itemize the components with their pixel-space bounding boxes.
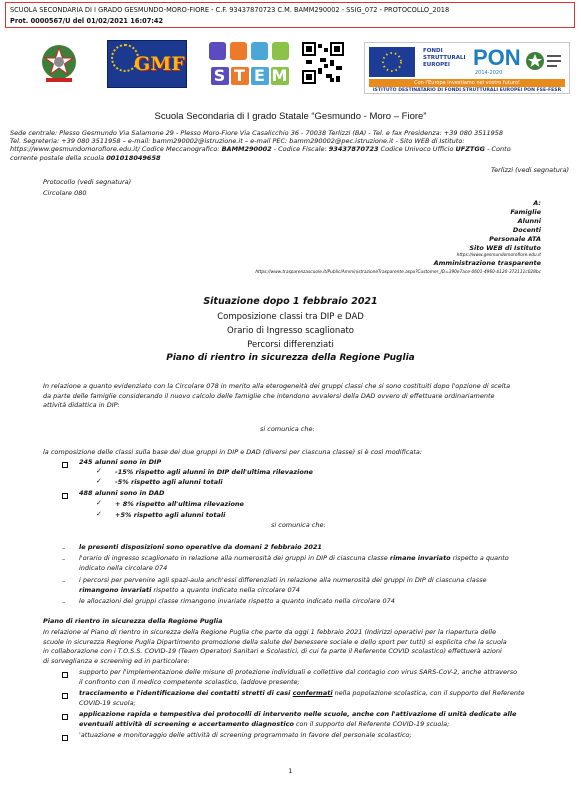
- piano-bullet-emphasis: tracciamento e l'identificazione dei contatti stretti di casi: [79, 689, 293, 697]
- check-icon: ✓: [96, 510, 102, 518]
- stem-letter: E: [251, 67, 269, 85]
- protocol-stamp: [5, 2, 575, 28]
- check-icon: ✓: [96, 477, 102, 485]
- recipient: Docenti: [512, 226, 541, 234]
- subtitle: Composizione classi tra DIP e DAD: [217, 312, 364, 322]
- si-comunica-1: si comunica che:: [260, 425, 315, 433]
- dash-bullet: –: [62, 577, 66, 585]
- subtitle-plan: Piano di rientro in sicurezza della Regione Puglia: [166, 353, 415, 363]
- dash-bullet: –: [62, 598, 66, 606]
- address-text: - Conto: [485, 145, 511, 154]
- site-url-link[interactable]: https://www.gesmundomorofiore.edu.it: [456, 253, 541, 258]
- stem-logo: [208, 40, 291, 88]
- dip-heading: 245 alunni sono in DIP: [79, 458, 162, 466]
- subtitle: Orario di Ingresso scaglionato: [227, 326, 354, 336]
- disposition-text: rispetto a quanto: [450, 554, 509, 562]
- piano-bullet-text: il confronto con il medico competente scolastico, laddove presente;: [79, 677, 300, 686]
- piano-bullet-emphasis: eventuali attività di screening e accertamento diagnostico: [79, 719, 294, 728]
- disposition-4: le allocazioni dei gruppi classe rimangono invariate rispetto a quanto indicato nella circolare 074: [79, 597, 395, 605]
- piano-bullet-underline: confermati: [292, 689, 333, 697]
- dip-item: -5% rispetto agli alunni totali: [115, 478, 223, 486]
- si-comunica-2: si comunica che:: [271, 521, 326, 529]
- univoco-code: UFZTGG: [455, 145, 486, 154]
- recipient: Alunni: [517, 217, 541, 225]
- postal-account: 001018049658: [106, 153, 161, 162]
- piano-heading: Piano di rientro in sicurezza della Regione Puglia: [43, 617, 223, 625]
- piano-bullet-3: [79, 710, 559, 729]
- square-bullet-icon: [62, 672, 68, 678]
- recipients-block: [434, 199, 541, 268]
- piano-line: in collaborazione con i T.O.S.S. COVID-19 (Team Operatori Sanitari e Scolastici, di cui fa parte il Referente COVID scolastico) effettuerà azioni: [43, 647, 502, 655]
- piano-bullet-4: 'attuazione e monitoraggio delle attività di screening programmato in favore del personale scolastico;: [79, 731, 412, 739]
- circular-number: Circolare 080: [43, 189, 87, 197]
- disposition-emphasis: rimane invariato: [389, 554, 451, 562]
- intro-line: attività didattica in DIP:: [43, 401, 120, 409]
- disposition-emphasis: rimangono invariati: [79, 585, 152, 594]
- piano-bullet-text: supporto per l'implementazione delle misure di protezione individuali e collettive dal contagio con virus SARS-CoV-2, anche attraverso: [79, 668, 518, 676]
- pi-icon: [272, 42, 289, 60]
- piano-bullet-text: nella popolazione scolastica, con il supporto del Referente: [332, 689, 525, 697]
- disposition-text: i percorsi per pervenire agli spazi-aula anch'essi differenziati in relazione alla numerosità dei gruppi in DIP di ciascuna classe: [79, 576, 487, 584]
- subtitle: Percorsi differenziati: [247, 340, 334, 350]
- ministry-emblem-icon: [523, 49, 563, 73]
- piano-line: di sorveglianza e screening ed in particolare:: [43, 656, 190, 665]
- pon-fondi-label: FONDI STRUTTURALI EUROPEI: [423, 48, 466, 68]
- disposition-text: rispetto a quanto indicato nella circolare 074: [151, 585, 300, 594]
- square-bullet-icon: [62, 714, 68, 720]
- piano-bullet-1: [79, 668, 559, 687]
- school-name: Scuola Secondaria di I grado Statale “Gesmundo - Moro – Fiore”: [154, 111, 427, 122]
- intro-paragraph: [43, 382, 553, 411]
- disposition-3: [79, 576, 559, 595]
- dad-item: + 8% rispetto all'ultima rilevazione: [115, 500, 244, 508]
- check-icon: ✓: [96, 499, 102, 507]
- italian-republic-emblem-icon: [40, 42, 78, 84]
- page-number: 1: [288, 767, 293, 775]
- address-text: https://www.gesmundomorofiore.edu.it/ Codice Meccanografico:: [10, 145, 222, 154]
- pon-footer: ISTITUTO DESTINATARIO DI FONDI STRUTTURALI EUROPEI PON FSE-FESR: [372, 88, 562, 93]
- pon-banner: [364, 42, 570, 94]
- intro-line: In relazione a quanto evidenziato con la Circolare 078 in merito alla eterogeneità dei gruppi classi che si sono costituiti dopo l'opzione di scelta: [43, 382, 511, 390]
- meccanografico-code: BAMM290002: [221, 145, 272, 154]
- recipients-prefix: A:: [533, 199, 541, 207]
- address-block: [10, 129, 570, 162]
- protocol-ref: Protocollo (vedi segnatura): [43, 178, 132, 186]
- gmf-logo-text: GMF: [134, 53, 185, 75]
- dad-heading: 488 alunni sono in DAD: [79, 489, 165, 497]
- flask-icon: [251, 42, 268, 60]
- square-bullet-icon: [62, 693, 68, 699]
- gmf-school-logo: [107, 40, 187, 88]
- recipient: Personale ATA: [489, 235, 541, 243]
- composition-line: la composizione delle classi sulla base dei due gruppi in DIP e DAD (diversi per ciascuna classe) si è così modificata:: [43, 448, 423, 456]
- piano-bullet-2: [79, 689, 559, 708]
- stem-letter: T: [231, 67, 249, 85]
- eu-flag-icon: [369, 47, 415, 77]
- address-line-3: [10, 145, 570, 153]
- address-text: corrente postale della scuola: [10, 153, 107, 162]
- piano-bullet-text: con il supporto del Referente COVID-19 scuola;: [293, 719, 450, 728]
- dip-item: -15% rispetto agli alunni in DIP dell'ultima rilevazione: [115, 468, 313, 476]
- address-line-2: Tel. Segreteria: +39 080 3511958 – e-mail: bamm290002@istruzione.it – e-mail PEC: bamm290002@pec.istruzione.it - Sito WEB di Istituto:: [10, 137, 465, 146]
- recipient: Sito WEB di Istituto: [469, 244, 541, 252]
- disposition-text: l'orario di ingresso scaglionato in relazione alla numerosità dei gruppi in DIP di ciascuna classe: [79, 554, 390, 562]
- dad-item: +5% rispetto agli alunni totali: [115, 511, 226, 519]
- pon-label: PON: [473, 45, 521, 70]
- disposition-text: indicato nella circolare 074: [79, 563, 168, 572]
- check-icon: ✓: [96, 467, 102, 475]
- piano-line: In relazione al Piano di rientro in sicurezza della Regione Puglia che parte da oggi 1 febbraio 2021 (Indirizzi operativi per la riapertura delle: [43, 628, 497, 636]
- fiscal-code: 93437870723: [328, 145, 379, 154]
- qr-code-icon: [302, 42, 344, 84]
- square-bullet-icon: [62, 462, 68, 468]
- address-text: - Codice Fiscale:: [271, 145, 329, 154]
- trasparenza-url-link[interactable]: https://www.trasparenzascuole.it/Public/AmministrazioneTrasparente.aspx?Customer_ID=390e7ace-0601-4960-b120-372111c028bc: [255, 270, 541, 275]
- square-bullet-icon: [62, 735, 68, 741]
- dash-bullet: –: [62, 544, 66, 552]
- disposition-2: [79, 554, 559, 573]
- piano-bullet-text: COVID-19 scuola;: [79, 698, 136, 707]
- recipient: Famiglie: [510, 208, 541, 216]
- recipient-amministrazione: Amministrazione trasparente: [433, 259, 541, 267]
- gear-icon: [230, 42, 247, 60]
- stamp-line-2: Prot. 0000567/U del 01/02/2021 16:07:42: [10, 17, 164, 25]
- place-date: Terlizzi (vedi segnatura): [491, 166, 569, 174]
- stem-word: [208, 66, 291, 84]
- piano-bullet-emphasis: applicazione rapida e tempestiva dei protocolli di intervento nelle scuole, anche con l'attivazione di unità dedicate alle: [79, 710, 517, 718]
- atom-icon: [209, 42, 226, 60]
- stem-letter: S: [211, 67, 229, 85]
- stamp-line-1: SCUOLA SECONDARIA DI I GRADO GESMUNDO-MORO-FIORE - C.F. 93437870723 C.M. BAMM290002 - SSIG_072 - PROTOCOLLO_2018: [10, 6, 450, 14]
- logo-row: [0, 40, 581, 92]
- piano-paragraph: [43, 628, 553, 666]
- disposition-1: le presenti disposizioni sono operative da domani 2 febbraio 2021: [79, 543, 322, 551]
- piano-line: scuole in sicurezza Regione Puglia Dipartimento promozione della salute del benessere sociale e dello sport per tutti) si esplicita che la scuola: [43, 637, 507, 646]
- document-title: Situazione dopo 1 febbraio 2021: [203, 296, 378, 307]
- square-bullet-icon: [62, 493, 68, 499]
- dash-bullet: –: [62, 555, 66, 563]
- stem-letter: M: [271, 66, 288, 85]
- pon-slogan: Con l'Europa investiamo nel vostro futuro!: [369, 79, 565, 87]
- address-line-4: [10, 154, 570, 162]
- address-text: Codice Univoco Ufficio: [378, 145, 456, 154]
- pon-years: 2014-2020: [475, 70, 503, 76]
- intro-line: da parte delle famiglie considerando il nuovo calcolo delle famiglie che intendono avvalersi della DAD ovvero di effettuare ordinariamente: [43, 391, 495, 400]
- address-line-1: Sede centrale: Plesso Gesmundo Via Salamone 29 - Plesso Moro-Fiore Via Casalicchio 36 - 70038 Terlizzi (BA) - Tel. e fax Presidenza: +39 080 3511958: [10, 129, 504, 137]
